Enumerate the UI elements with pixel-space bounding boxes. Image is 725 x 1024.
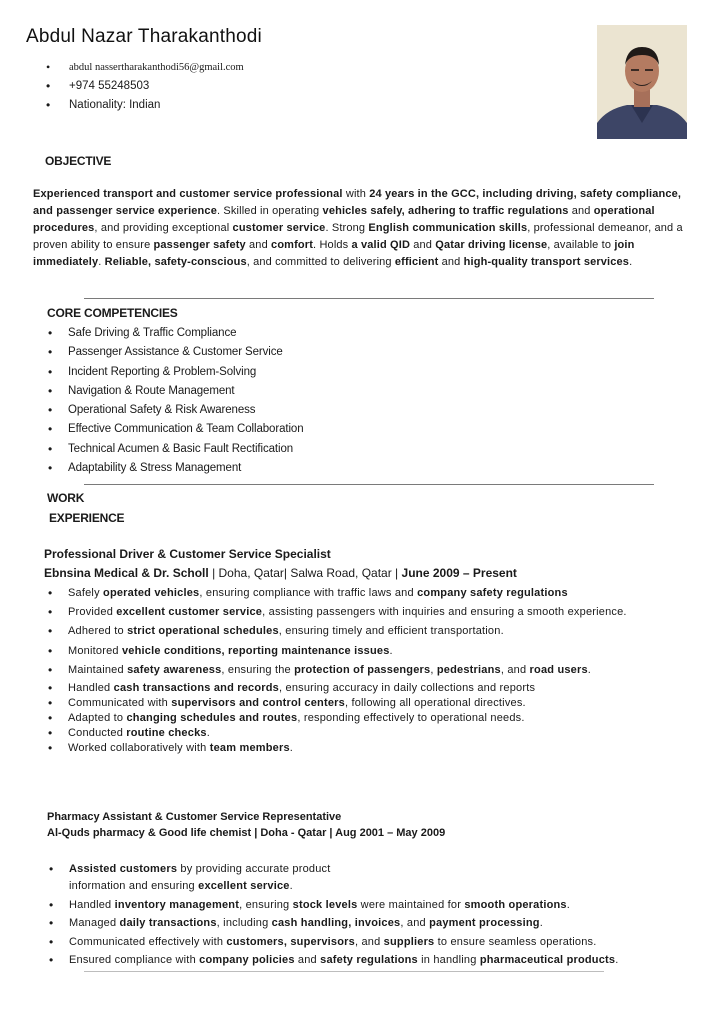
bold-text: operated vehicles [103,587,200,599]
job-title: Professional Driver & Customer Service Specialist [44,547,331,561]
text-segment: Provided [68,606,117,619]
text-segment: , and [400,917,430,929]
text-segment: Communicated with [68,696,172,709]
objective-paragraph [33,186,693,271]
text-segment: , assisting passengers with inquiries and ensuring a smooth experience. [262,606,627,619]
bold-text: Experienced transport and customer service professional [33,188,343,200]
profile-photo [597,25,687,139]
list-item: • Incident Reporting & Problem-Solving [46,363,304,382]
list-item: • Technical Acumen & Basic Fault Rectification [46,440,304,459]
section-divider [84,298,654,299]
job-location: | Doha, Qatar| Salwa Road, Qatar | [212,566,399,580]
text-segment: . Holds [313,239,352,251]
text-segment: were maintained for [357,898,465,911]
text-segment: , professional demeanor, and a proven ability to ensure [33,222,683,251]
bold-text: stock levels [292,898,358,911]
text-segment: . [389,644,393,657]
list-item [46,642,627,661]
bold-text: company policies [199,954,295,966]
bold-text: operational procedures [33,205,655,234]
bold-text: inventory management [114,898,240,911]
bold-text: safety awareness [127,663,222,676]
list-item [46,622,627,641]
job-company-line: Al-Quds pharmacy & Good life chemist | Doha - Qatar | Aug 2001 – May 2009 [47,827,446,839]
text-segment: , including [216,917,272,929]
contact-nationality: • Nationality: Indian [46,96,244,115]
job-duties-list [46,584,627,756]
section-divider [84,971,604,972]
contact-phone[interactable]: • +974 55248503 [46,77,244,96]
text-segment: . [289,880,293,892]
text-segment: . Skilled in operating [216,205,323,217]
list-item: • Operational Safety & Risk Awareness [46,401,304,420]
bold-text: English communication skills [368,222,528,234]
list-item: • Navigation & Route Management [46,382,304,401]
text-segment: , and committed to delivering [246,256,395,268]
bold-text: 24 years in the GCC, including driving, safety compliance, and passenger service experience [33,188,682,217]
bold-text: smooth operations [464,898,567,911]
text-segment: Worked collaboratively with [68,742,210,755]
bold-text: customer service [232,222,326,234]
list-item [46,661,627,681]
text-segment: . [587,663,592,676]
bold-text: excellent service [198,880,290,892]
job-title: Pharmacy Assistant & Customer Service Representative [47,811,342,823]
text-segment: . [289,742,294,755]
list-item [46,603,627,622]
text-segment: and [438,256,464,268]
contact-list [46,58,244,115]
text-segment: , available to [547,239,615,251]
text-segment: and [294,954,321,966]
text-segment: , and providing exceptional [94,222,233,234]
list-item [47,897,619,914]
text-segment: , following all operational directives. [344,696,526,709]
work-heading-line1: WORK [47,491,85,505]
text-segment: , and [354,935,384,948]
list-item [47,934,619,951]
text-segment: , ensuring the [221,663,295,676]
text-segment: Communicated effectively with [69,935,227,948]
text-segment: . [615,954,619,966]
text-segment: to ensure seamless operations. [434,935,597,948]
bold-text: high-quality transport services [463,256,630,268]
bold-text: Reliable, safety-conscious [104,256,247,268]
list-item [46,711,627,726]
bold-text: changing schedules and routes [126,711,298,724]
bold-text: safety regulations [320,954,418,966]
list-item [47,861,619,895]
bold-text: strict operational schedules [127,625,279,638]
bold-text: customers, supervisors [226,935,355,948]
list-item: • Safe Driving & Traffic Compliance [46,324,304,343]
bold-text: payment processing [429,917,540,929]
text-segment: . [566,898,571,911]
objective-heading: OBJECTIVE [45,154,112,168]
text-segment: Handled [69,898,115,911]
text-segment: Maintained [68,663,128,676]
bold-text: pharmaceutical products [479,954,616,966]
text-segment: , ensuring timely and efficient transportation. [278,625,504,638]
list-item [46,584,627,603]
bold-text: cash transactions and records [113,681,279,694]
text-segment: in handling [417,954,480,966]
bold-text: supervisors and control centers [171,696,345,709]
bold-text: suppliers [383,935,435,948]
text-segment: , and [500,663,530,676]
text-segment: Adhered to [68,625,128,638]
list-item: • Passenger Assistance & Customer Service [46,343,304,362]
list-item [46,681,627,696]
bold-text: vehicle conditions, reporting maintenance issues [121,644,390,657]
list-item [47,915,619,932]
text-segment: by providing accurate product information and ensuring [69,863,331,892]
work-heading-line2: EXPERIENCE [49,511,125,525]
text-segment: and [410,239,436,251]
bold-text: team members [209,742,290,755]
bold-text: road users [529,663,588,676]
list-item [47,952,619,969]
bold-text: a valid QID [351,239,411,251]
list-item: • Effective Communication & Team Collaboration [46,420,304,439]
bold-text: cash handling, invoices [271,917,401,929]
text-segment: Monitored [68,644,122,657]
person-portrait-icon [597,25,687,139]
bold-text: protection of passengers [294,663,431,676]
list-item [46,696,627,711]
bold-text: pedestrians [436,663,501,676]
text-segment: , ensuring compliance with traffic laws and [199,587,418,599]
section-divider [84,484,654,485]
text-segment: . [539,917,543,929]
text-segment: Ensured compliance with [69,954,200,966]
competencies-list [46,324,304,478]
list-item: • Adaptability & Stress Management [46,459,304,478]
text-segment: Safely [68,587,104,599]
text-segment: Handled [68,681,114,694]
text-segment: , ensuring accuracy in daily collections and reports [279,681,536,694]
bold-text: routine checks [126,727,207,740]
bold-text: comfort [271,239,314,251]
bold-text: daily transactions [119,917,217,929]
bold-text: Assisted customers [69,863,178,875]
job-company: Ebnsina Medical & Dr. Scholl [44,566,209,580]
candidate-name: Abdul Nazar Tharakanthodi [26,26,262,47]
list-item [46,726,627,741]
bold-text: vehicles safely, adhering to traffic regulations [322,205,569,217]
text-segment: . Strong [325,222,369,234]
text-segment: and [568,205,594,217]
bold-text: efficient [394,256,439,268]
text-segment: . [206,727,210,740]
contact-email[interactable]: • abdul nassertharakanthodi56@gmail.com [46,58,244,77]
bold-text: excellent customer service [116,606,263,619]
bold-text: Qatar driving license [435,239,548,251]
bold-text: company safety regulations [417,587,568,599]
text-segment: and [245,239,272,251]
text-segment: , ensuring [239,898,293,911]
list-item [46,741,627,756]
text-segment: with [342,188,370,200]
text-segment: , [430,663,437,676]
job-duties-list [47,861,619,971]
bold-text: passenger safety [153,239,246,251]
bold-text: join immediately [33,239,635,268]
text-segment: . [98,256,105,268]
text-segment: Managed [69,917,120,929]
text-segment: . [629,256,633,268]
text-segment: Adapted to [68,711,127,724]
text-segment: Conducted [68,727,127,740]
competencies-heading: CORE COMPETENCIES [47,306,178,320]
job-company-line [44,566,517,580]
text-segment: , responding effectively to operational needs. [297,711,525,724]
job-dates: June 2009 – Present [401,566,517,580]
